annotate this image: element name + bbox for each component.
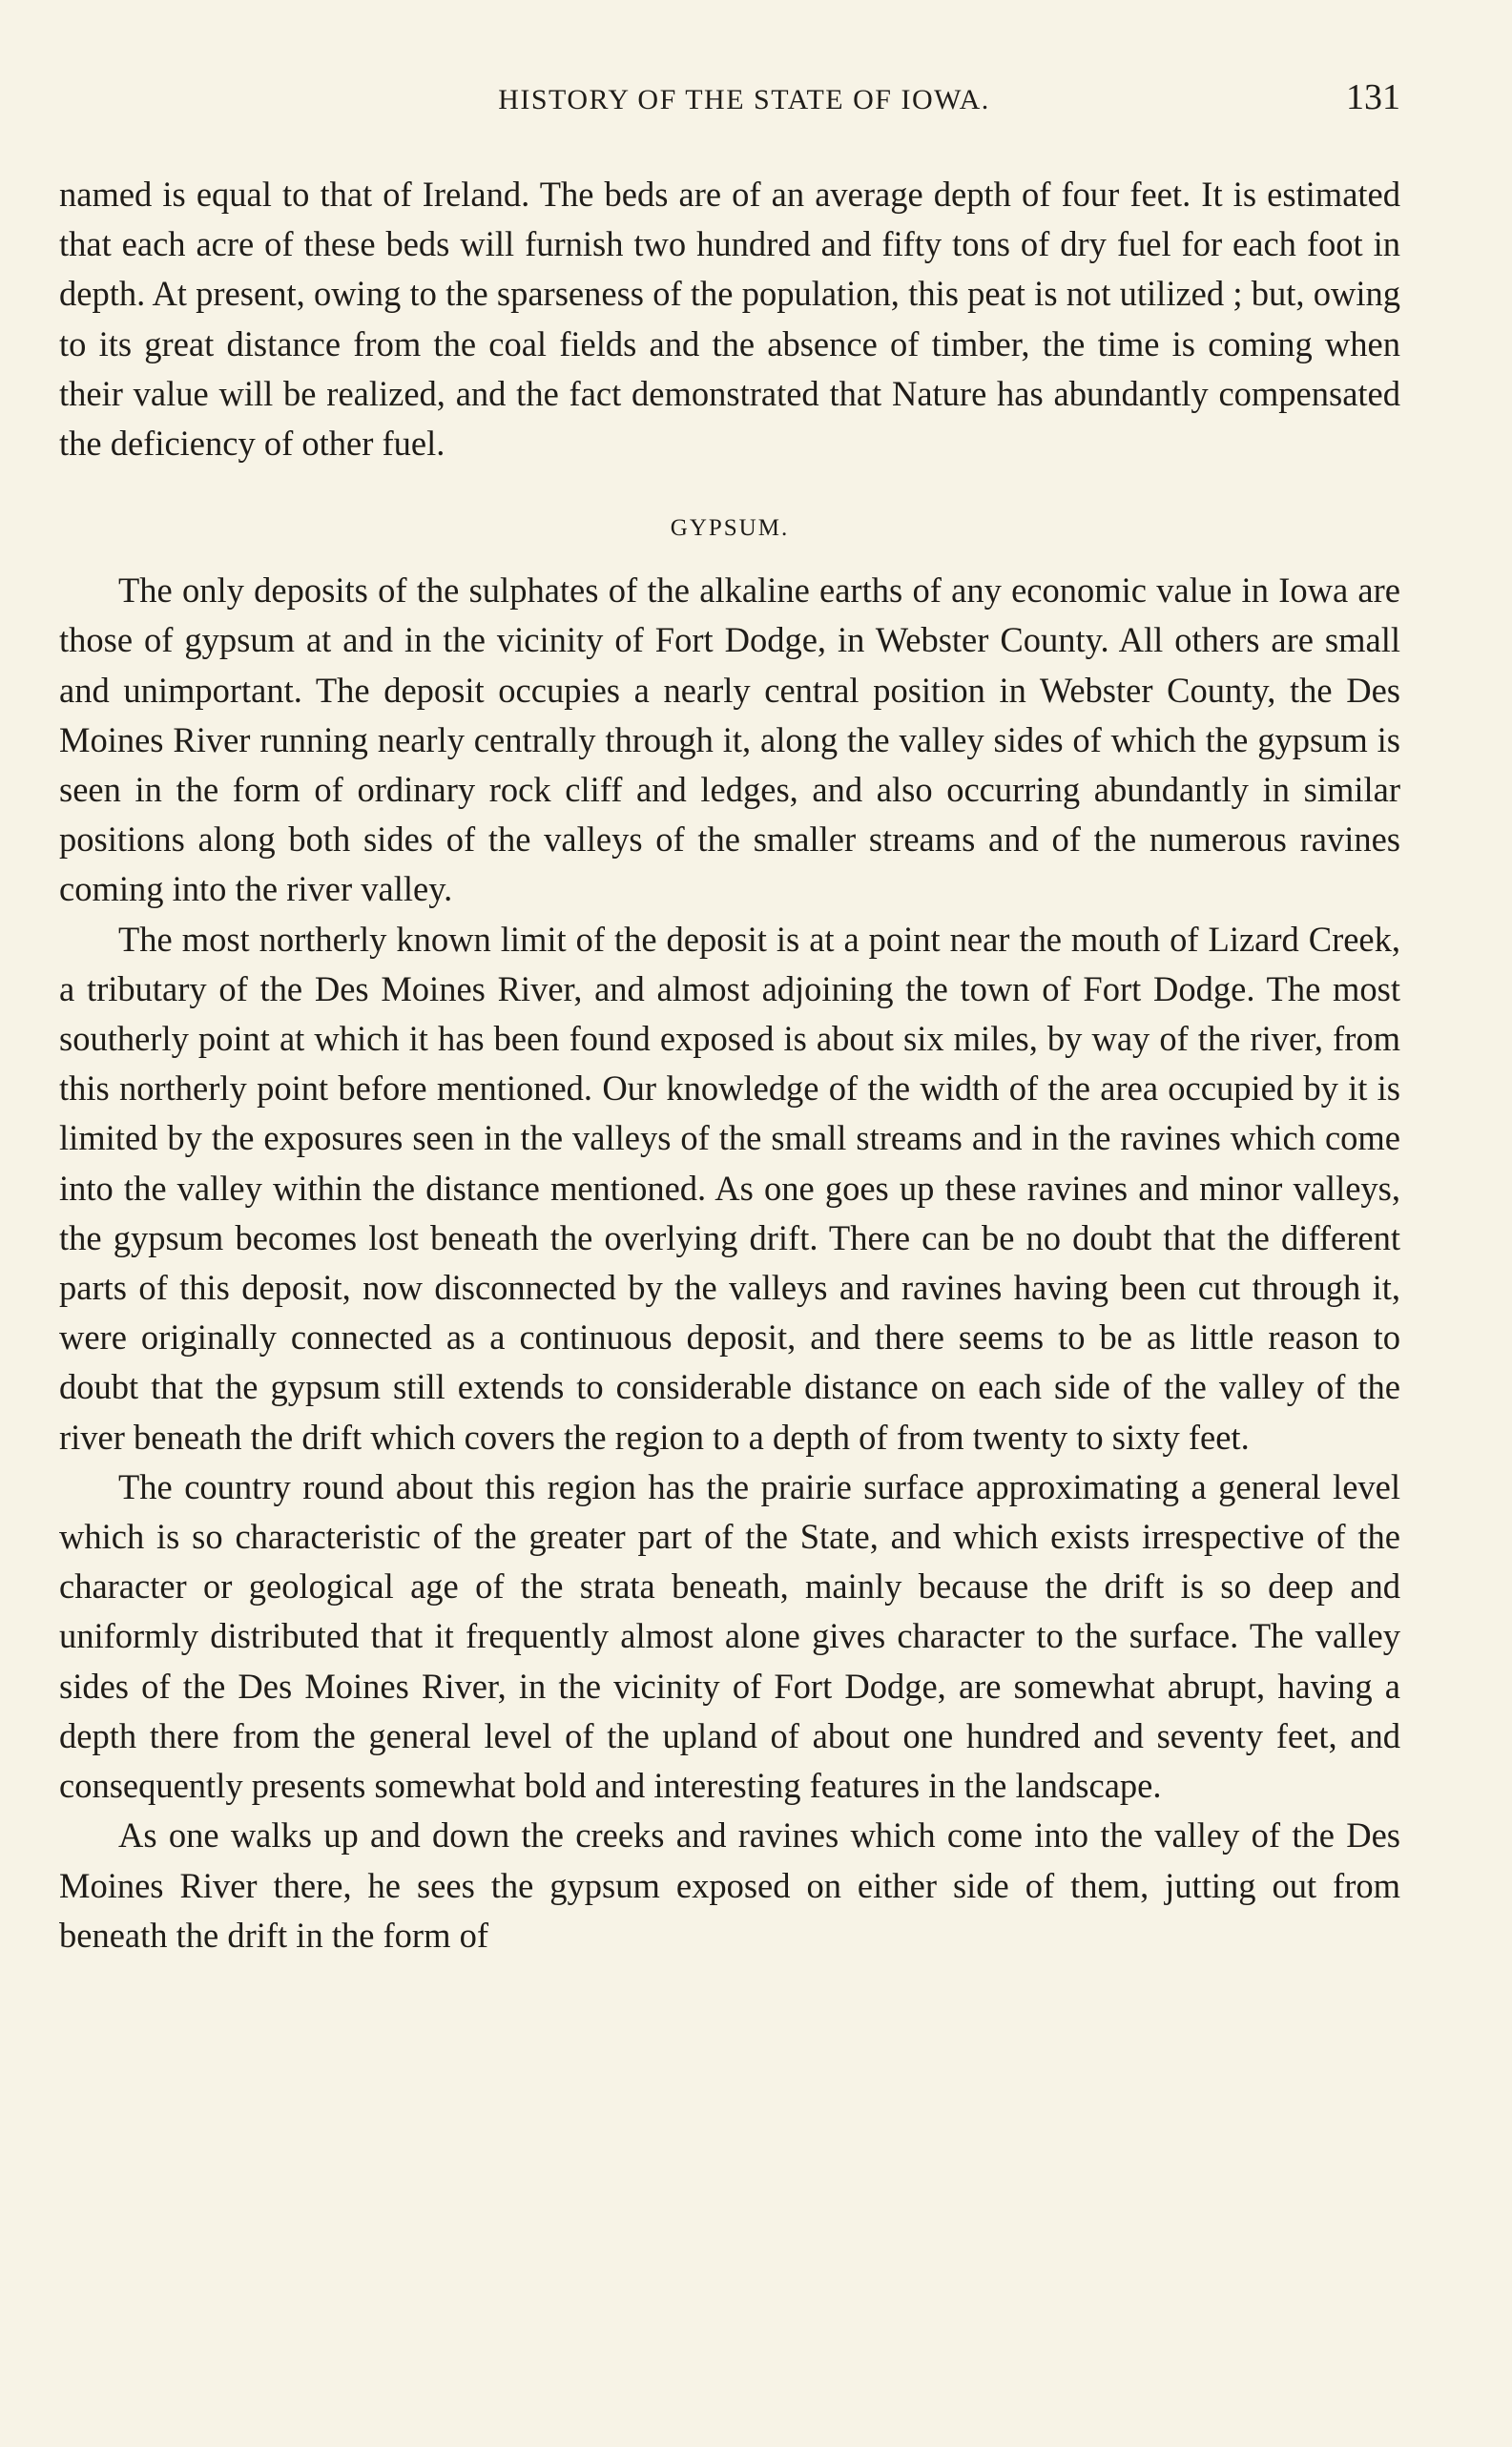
paragraph: The most northerly known limit of the deposit is at a point near the mouth of Lizard Creek, a tributary of the Des Moines River, and almost adjoining the town of Fort Dodge. The most southerly point at which it has been found exposed is about six miles, by way of the river, from this northerly point before mentioned. Our knowledge of the width of the area occupied by it is limited by the exposures seen in the valleys of the small streams and in the ravines which come into the valley within the distance mentioned. As one goes up these ravines and minor valleys, the gypsum becomes lost beneath the overlying drift. There can be no doubt that the different parts of this deposit, now disconnected by the valleys and ravines having been cut through it, were originally connected as a continuous deposit, and there seems to be as little reason to doubt that the gypsum still extends to considerable distance on each side of the valley of the river beneath the drift which covers the region to a depth of from twenty to sixty feet. — [59, 919, 1400, 1457]
continued-paragraph: named is equal to that of Ireland. The beds are of an average depth of four feet. It is estimated that each acre of these beds will furnish two hundred and fifty tons of dry fuel for each foot in depth. At present, owing to the sparseness of the population, this peat is not utilized ; but, owing to its great distance from the coal fields and the absence of timber, the time is coming when their value will be realized, and the fact demonstrated that Nature has abundantly compensated the deficiency of other fuel. — [59, 175, 1400, 464]
book-page — [59, 76, 1400, 1960]
paragraph: As one walks up and down the creeks and ravines which come into the valley of the Des Moines River there, he sees the gypsum exposed on either side of them, jutting out from beneath the drift in the form of — [59, 1815, 1400, 1955]
paragraph: The country round about this region has the prairie surface approximating a general level which is so characteristic of the greater part of the State, and which exists irrespective of the character or geological age of the strata beneath, mainly because the drift is so deep and uniformly distributed that it frequently almost alone gives character to the surface. The valley sides of the Des Moines River, in the vicinity of Fort Dodge, are somewhat abrupt, having a depth there from the general level of the upland of about one hundred and seventy feet, and consequently presents somewhat bold and interesting features in the landscape. — [59, 1466, 1400, 1806]
section-heading: GYPSUM. — [670, 515, 790, 542]
running-title: HISTORY OF THE STATE OF IOWA. — [498, 84, 990, 115]
body-text — [59, 170, 1400, 1960]
page-number: 131 — [1346, 77, 1400, 117]
paragraph: The only deposits of the sulphates of the alkaline earths of any economic value in Iowa are those of gypsum at and in the vicinity of Fort Dodge, in Webster County. All others are small and unimportant. The deposit occupies a nearly central position in Webster County, the Des Moines River running nearly centrally through it, along the valley sides of which the gypsum is seen in the form of ordinary rock cliff and ledges, and also occurring abundantly in similar positions along both sides of the valleys of the smaller streams and of the numerous ravines coming into the river valley. — [59, 570, 1400, 909]
running-header — [59, 76, 1400, 126]
